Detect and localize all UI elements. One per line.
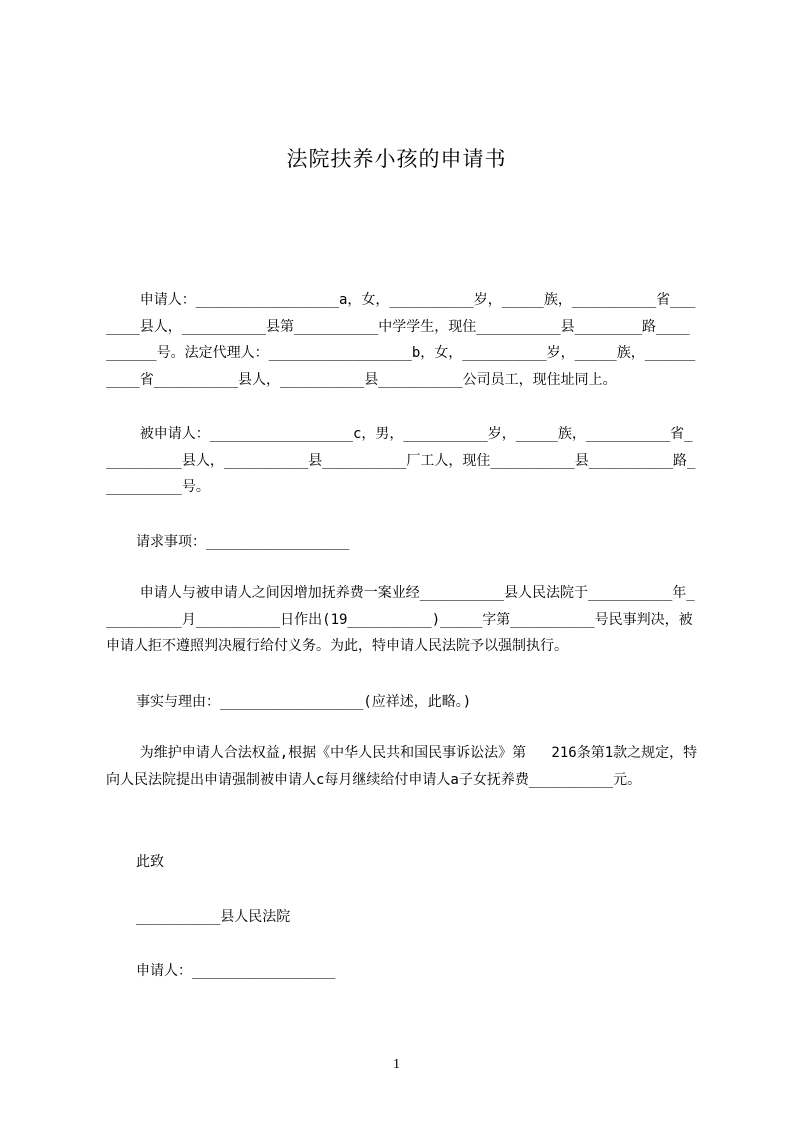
document-title: 法院扶养小孩的申请书 <box>286 147 507 171</box>
applicant-paragraph: 申请人：_________________a，女，__________岁，_____族，__________省_______县人，__________县第__________中学学生，现住__________县________路__________号。法定代理人：_________________b，女，__________岁，_____族，__________省__________县人，__________县__________公司员工，现住址同上。 <box>106 292 696 388</box>
case-paragraph: 申请人与被申请人之间因增加抚养费一案业经__________县人民法院于__________年__________月__________日作出(19__________)_____字第__________号民事判决，被申请人拒不遵照判决履行给付义务。为此，特申请人民法院予以强制执行。 <box>106 585 695 654</box>
respondent-paragraph: 被申请人：_________________c，男，__________岁，_____族，__________省__________县人，__________县__________厂工人，现住__________县__________路__________号。 <box>106 426 696 495</box>
court-line: __________县人民法院 <box>136 909 291 925</box>
law-paragraph: 为维护申请人合法权益,根据《中华人民共和国民事诉讼法》第 216条第1款之规定，特向人民法院提出申请强制被申请人c每月继续给付申请人a子女抚养费__________元。 <box>106 745 698 788</box>
request-line: 请求事项：_________________ <box>136 534 350 550</box>
closing-line: 此致 <box>136 854 164 870</box>
page-number: 1 <box>393 1057 400 1072</box>
signature-line: 申请人：_________________ <box>136 963 336 979</box>
facts-line: 事实与理由：_________________(应祥述，此略。) <box>136 694 472 710</box>
